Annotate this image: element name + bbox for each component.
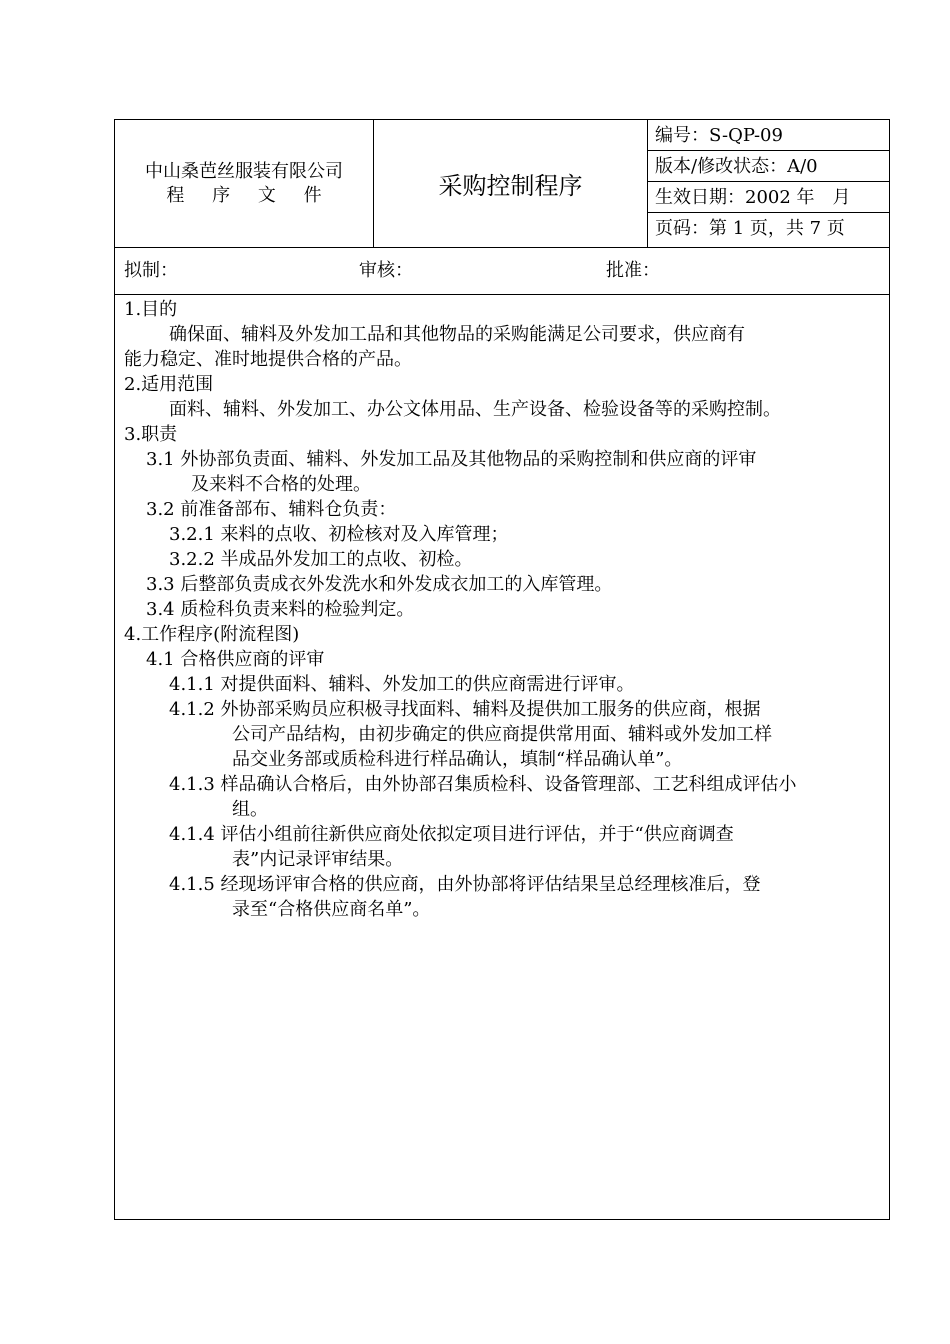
paragraph-line: 3.1 外协部负责面、辅料、外发加工品及其他物品的采购控制和供应商的评审	[146, 449, 757, 470]
paragraph-line: 公司产品结构，由初步确定的供应商提供常用面、辅料或外发加工样	[232, 724, 772, 745]
document-type: 程 序 文 件	[166, 184, 333, 206]
section-heading: 3.职责	[124, 424, 178, 445]
approved-label: 批准：	[606, 260, 660, 281]
section-heading: 2.适用范围	[124, 374, 214, 395]
paragraph-line: 表”内记录评审结果。	[232, 849, 404, 870]
section-heading: 4.工作程序(附流程图)	[124, 624, 300, 645]
paragraph-line: 面料、辅料、外发加工、办公文体用品、生产设备、检验设备等的采购控制。	[169, 399, 781, 420]
paragraph-line: 组。	[232, 799, 268, 820]
paragraph-line: 能力稳定、准时地提供合格的产品。	[124, 349, 412, 370]
paragraph-line: 3.2.1 来料的点收、初检核对及入库管理；	[169, 524, 509, 545]
signoff-row	[115, 247, 889, 295]
company-name: 中山桑芭丝服装有限公司	[145, 160, 343, 182]
paragraph-line: 3.2.2 半成品外发加工的点收、初检。	[169, 549, 473, 570]
document-number: 编号：S-QP-09	[648, 120, 889, 151]
paragraph-line: 4.1.1 对提供面料、辅料、外发加工的供应商需进行评审。	[169, 674, 635, 695]
document-title: 采购控制程序	[374, 120, 648, 247]
paragraph-line: 3.4 质检科负责来料的检验判定。	[146, 599, 415, 620]
paragraph-line: 品交业务部或质检科进行样品确认，填制“样品确认单”。	[232, 749, 683, 770]
document-meta	[648, 120, 889, 247]
document-version: 版本/修改状态：A/0	[648, 151, 889, 182]
page-number: 页码：第 1 页，共 7 页	[655, 218, 845, 239]
company-cell	[115, 120, 374, 247]
paragraph-line: 4.1.3 样品确认合格后，由外协部召集质检科、设备管理部、工艺科组成评估小	[169, 774, 797, 795]
paragraph-line: 录至“合格供应商名单”。	[232, 899, 431, 920]
drafted-label: 拟制：	[124, 260, 178, 281]
paragraph-line: 确保面、辅料及外发加工品和其他物品的采购能满足公司要求，供应商有	[169, 324, 745, 345]
section-heading: 1.目的	[124, 299, 178, 320]
paragraph-line: 3.3 后整部负责成衣外发洗水和外发成衣加工的入库管理。	[146, 574, 613, 595]
paragraph-line: 4.1.4 评估小组前往新供应商处依拟定项目进行评估，并于“供应商调查	[169, 824, 734, 845]
document-frame	[114, 119, 890, 1220]
paragraph-line: 4.1 合格供应商的评审	[146, 649, 325, 670]
document-header	[115, 120, 889, 248]
paragraph-line: 4.1.2 外协部采购员应积极寻找面料、辅料及提供加工服务的供应商，根据	[169, 699, 761, 720]
effective-date: 生效日期：2002 年 月	[648, 182, 889, 213]
paragraph-line: 及来料不合格的处理。	[191, 474, 371, 495]
paragraph-line: 3.2 前准备部布、辅料仓负责：	[146, 499, 397, 520]
reviewed-label: 审核：	[359, 260, 413, 281]
paragraph-line: 4.1.5 经现场评审合格的供应商，由外协部将评估结果呈总经理核准后，登	[169, 874, 761, 895]
